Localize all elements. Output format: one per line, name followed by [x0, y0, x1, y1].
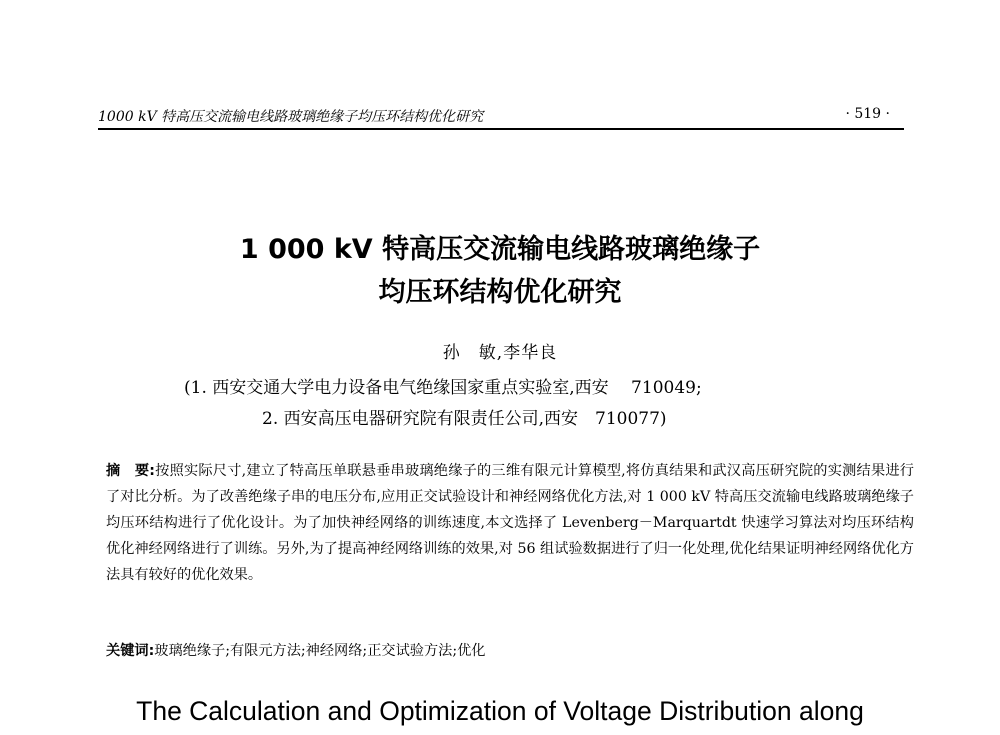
running-header — [98, 104, 904, 130]
affiliation-1: (1. 西安交通大学电力设备电气绝缘国家重点实验室,西安 710049; — [184, 378, 702, 398]
abstract-text: 按照实际尺寸,建立了特高压单联悬垂串玻璃绝缘子的三维有限元计算模型,将仿真结果和武汉高压研究院的实测结果进行了对比分析。为了改善绝缘子串的电压分布,应用正交试验设计和神经网络优化方法,对 1 000 kV 特高压交流输电线路玻璃绝缘子均压环结构进行了优化设计。为了加快神经网络的训练速度,本文选择了 Levenberg－Marquartdt 快速学习算法对均压环结构优化神经网络进行了训练。另外,为了提高神经网络训练的效果,对 56 组试验数据进行了归一化处理,优化结果证明神经网络优化方法具有较好的优化效果。 — [106, 463, 914, 583]
affiliation-2: 2. 西安高压电器研究院有限责任公司,西安 710077) — [262, 409, 667, 429]
paper-title-line-1: 1 000 kV 特高压交流输电线路玻璃绝缘子 — [239, 234, 761, 265]
running-header-title: 1000 kV 特高压交流输电线路玻璃绝缘子均压环结构优化研究 — [98, 109, 484, 125]
abstract-label: 摘 要: — [106, 463, 155, 479]
paper-title-line-2: 均压环结构优化研究 — [378, 277, 622, 308]
abstract — [106, 458, 914, 588]
authors: 孙 敏,李华良 — [442, 343, 558, 363]
english-title: The Calculation and Optimization of Voltage Distribution along — [136, 696, 864, 726]
keywords-label: 关键词: — [106, 643, 155, 659]
keywords — [106, 638, 914, 664]
keywords-text: 玻璃绝缘子;有限元方法;神经网络;正交试验方法;优化 — [154, 643, 486, 659]
page-number: · 519 · — [845, 106, 890, 122]
